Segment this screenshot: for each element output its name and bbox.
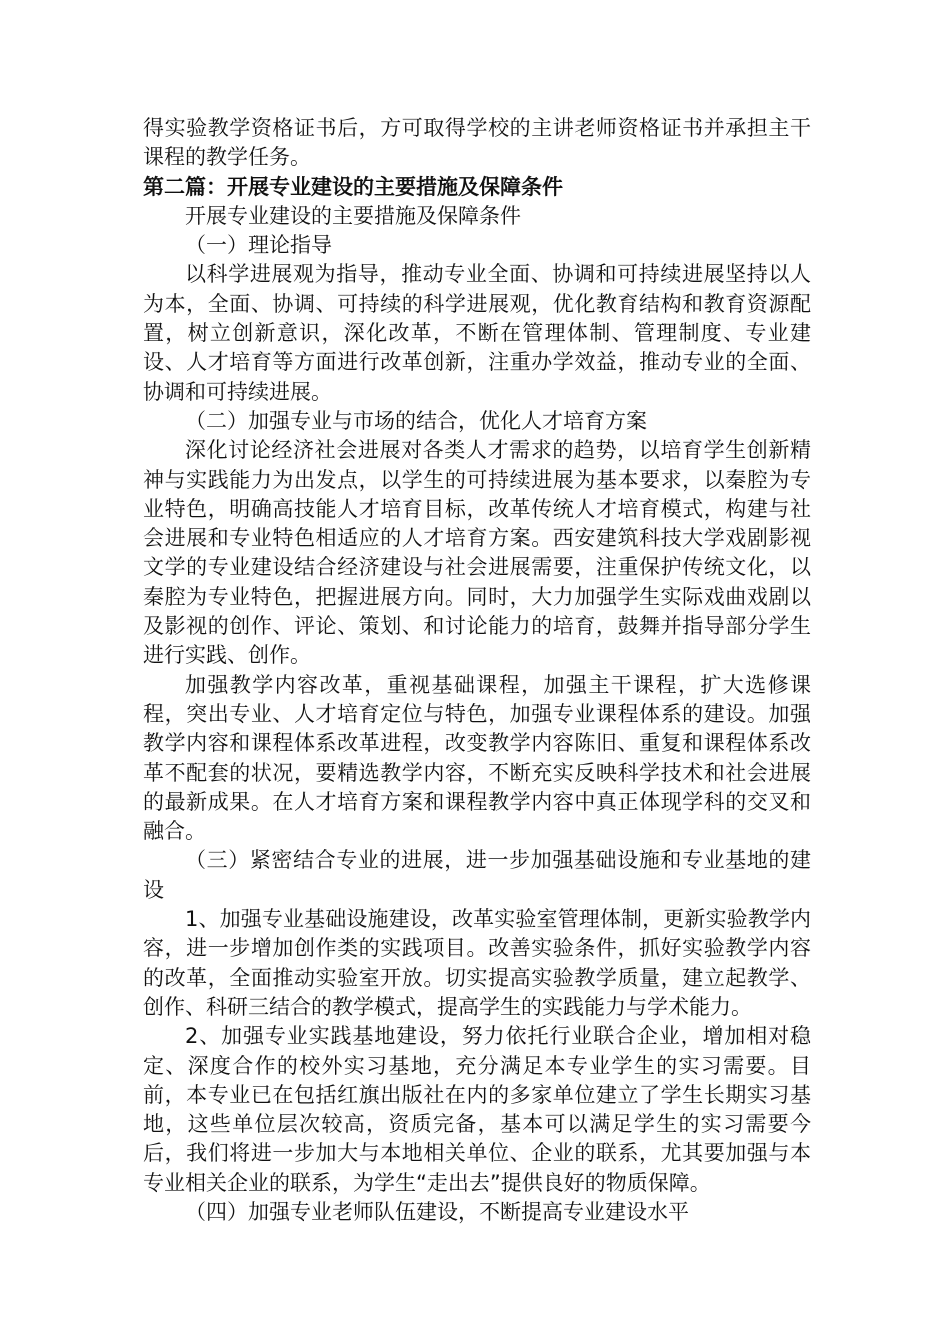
body-paragraph: 2、加强专业实践基地建设，努力依托行业联合企业，增加相对稳定、深度合作的校外实习基地，充分满足本专业学生的实习需要。目前，本专业已在包括红旗出版社在内的多家单位建立了学生长期实习基地，这些单位层次较高，资质完备，基本可以满足学生的实习需要今后，我们将进一步加大与本地相关单位、企业的联系，尤其要加强与本专业相关企业的联系，为学生“走出去”提供良好的物质保障。 [143,1024,811,1195]
body-paragraph: 以科学进展观为指导，推动专业全面、协调和可持续进展坚持以人为本，全面、协调、可持续的科学进展观，优化教育结构和教育资源配置，树立创新意识，深化改革，不断在管理体制、管理制度、专业建设、人才培育等方面进行改革创新，注重办学效益，推动专业的全面、协调和可持续进展。 [143,262,811,404]
body-paragraph-continued: 得实验教学资格证书后，方可取得学校的主讲老师资格证书并承担主干课程的教学任务。 [143,116,811,170]
document-page [143,114,811,1227]
body-paragraph: 加强教学内容改革，重视基础课程，加强主干课程，扩大选修课程，突出专业、人才培育定位与特色，加强专业课程体系的建设。加强教学内容和课程体系改革进程，改变教学内容陈旧、重复和课程体系改革不配套的状况，要精选教学内容，不断充实反映科学技术和社会进展的最新成果。在人才培育方案和课程教学内容中真正体现学科的交叉和融合。 [143,672,811,844]
subheading-1: （一）理论指导 [185,233,332,258]
subheading-2: （二）加强专业与市场的结合，优化人才培育方案 [185,408,647,433]
subheading-3: （三）紧密结合专业的进展，进一步加强基础设施和专业基地的建设 [143,848,811,902]
body-paragraph: 深化讨论经济社会进展对各类人才需求的趋势，以培育学生创新精神与实践能力为出发点，以学生的可持续进展为基本要求，以秦腔为专业特色，明确高技能人才培育目标，改革传统人才培育模式，构建与社会进展和专业特色相适应的人才培育方案。西安建筑科技大学戏剧影视文学的专业建设结合经济建设与社会进展需要，注重保护传统文化，以秦腔为专业特色，把握进展方向。同时，大力加强学生实际戏曲戏剧以及影视的创作、评论、策划、和讨论能力的培育，鼓舞并指导部分学生进行实践、创作。 [143,438,811,668]
body-paragraph: 1、加强专业基础设施建设，改革实验室管理体制，更新实验教学内容，进一步增加创作类的实践项目。改善实验条件，抓好实验教学内容的改革，全面推动实验室开放。切实提高实验教学质量，建立起教学、创作、科研三结合的教学模式，提高学生的实践能力与学术能力。 [143,907,811,1019]
subheading-4: （四）加强专业老师队伍建设，不断提高专业建设水平 [185,1199,689,1224]
section-heading: 第二篇：开展专业建设的主要措施及保障条件 [143,174,563,199]
section-subtitle: 开展专业建设的主要措施及保障条件 [185,203,521,228]
